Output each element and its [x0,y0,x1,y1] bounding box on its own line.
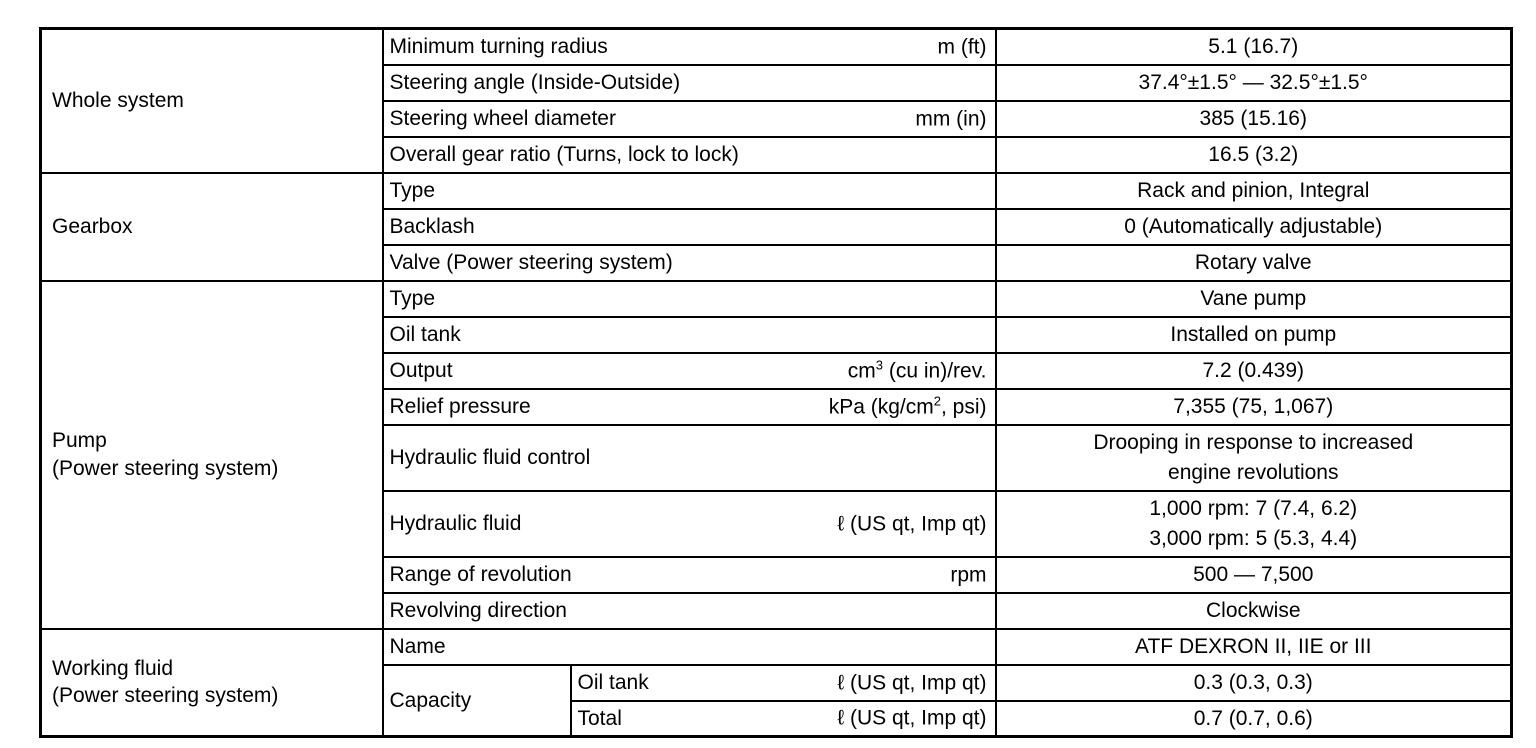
spec-name: Steering wheel diameter [389,106,616,130]
spec-name: Hydraulic fluid control [389,445,591,469]
spec-value: 0.3 (0.3, 0.3) [996,665,1512,701]
spec-value: Rotary valve [996,245,1512,281]
spec-label-cell [383,29,996,65]
spec-value: 0 (Automatically adjustable) [996,209,1512,245]
spec-name: Total [577,706,622,730]
spec-label-cell [383,425,996,491]
section-label-working-fluid [41,629,383,737]
spec-unit: m (ft) [937,35,987,59]
spec-label-cell [383,281,996,317]
spec-value-line: 3,000 rpm: 5 (5.3, 4.4) [1149,526,1358,550]
spec-value: ATF DEXRON II, IIE or III [996,629,1512,665]
spec-label-cell [383,245,996,281]
spec-value-line: Drooping in response to increased [1093,431,1414,455]
spec-label-cell [383,557,996,593]
spec-value-line: 1,000 rpm: 7 (7.4, 6.2) [1149,497,1358,521]
spec-label-cell [383,137,996,173]
spec-unit: mm (in) [915,106,987,130]
spec-value: 16.5 (3.2) [996,137,1512,173]
spec-name: Name [389,634,446,658]
spec-value: Clockwise [996,593,1512,629]
spec-label-cell [571,665,996,701]
spec-name: Minimum turning radius [389,35,608,59]
steering-spec-table [39,27,1513,738]
spec-value: 0.7 (0.7, 0.6) [996,701,1512,737]
unit-text: cm [847,358,876,382]
spec-unit: ℓ (US qt, Imp qt) [837,706,987,730]
section-label-line: Working fluid [52,656,173,680]
spec-value: 7,355 (75, 1,067) [996,389,1512,425]
unit-text: kPa (kg/cm [828,394,934,418]
spec-value: 385 (15.16) [996,101,1512,137]
spec-unit: ℓ (US qt, Imp qt) [837,670,987,694]
unit-superscript: 2 [933,392,941,408]
section-label-line: (Power steering system) [52,684,279,708]
spec-value-line: engine revolutions [1168,460,1339,484]
unit-superscript: 3 [875,356,884,372]
spec-label-cell [383,593,996,629]
spec-value: 500 — 7,500 [996,557,1512,593]
spec-unit [829,393,987,420]
spec-value: 7.2 (0.439) [996,353,1512,389]
table-row [41,629,1512,665]
spec-value: Vane pump [996,281,1512,317]
unit-text: (cu in)/rev. [883,358,987,382]
section-label-pump [41,281,383,629]
spec-label-cell [383,209,996,245]
spec-label-cell [383,353,996,389]
spec-label-cell [571,701,996,737]
spec-name: Oil tank [577,670,649,694]
spec-unit: rpm [950,562,987,586]
spec-value: 37.4°±1.5° — 32.5°±1.5° [996,65,1512,101]
spec-name: Valve (Power steering system) [389,250,673,274]
table-row [41,281,1512,317]
spec-label-cell [383,389,996,425]
section-label-line: Pump [52,429,107,453]
spec-value: Rack and pinion, Integral [996,173,1512,209]
spec-value: 5.1 (16.7) [996,29,1512,65]
spec-label-cell [383,101,996,137]
spec-unit: ℓ (US qt, Imp qt) [837,511,987,535]
spec-name: Hydraulic fluid [389,511,522,535]
spec-value: Installed on pump [996,317,1512,353]
spec-name: Revolving direction [389,598,567,622]
unit-text: , psi) [940,394,987,418]
spec-label-cell [383,317,996,353]
table-row [41,29,1512,65]
section-label-whole-system: Whole system [41,29,383,173]
spec-name: Steering angle (Inside-Outside) [389,70,681,94]
spec-name: Overall gear ratio (Turns, lock to lock) [389,142,739,166]
spec-label-cell [383,173,996,209]
spec-name: Oil tank [389,322,461,346]
spec-label-cell [383,491,996,557]
spec-name: Output [389,358,453,382]
capacity-label: Capacity [383,665,571,737]
spec-name: Backlash [389,214,475,238]
spec-name: Relief pressure [389,394,531,418]
spec-name: Type [389,286,436,310]
section-label-gearbox: Gearbox [41,173,383,281]
spec-label-cell [383,65,996,101]
spec-name: Range of revolution [389,562,572,586]
section-label-line: (Power steering system) [52,456,279,480]
spec-label-cell [383,629,996,665]
spec-value [996,425,1512,491]
spec-name: Type [389,178,436,202]
table-row [41,173,1512,209]
spec-value [996,491,1512,557]
spec-unit [848,357,987,384]
